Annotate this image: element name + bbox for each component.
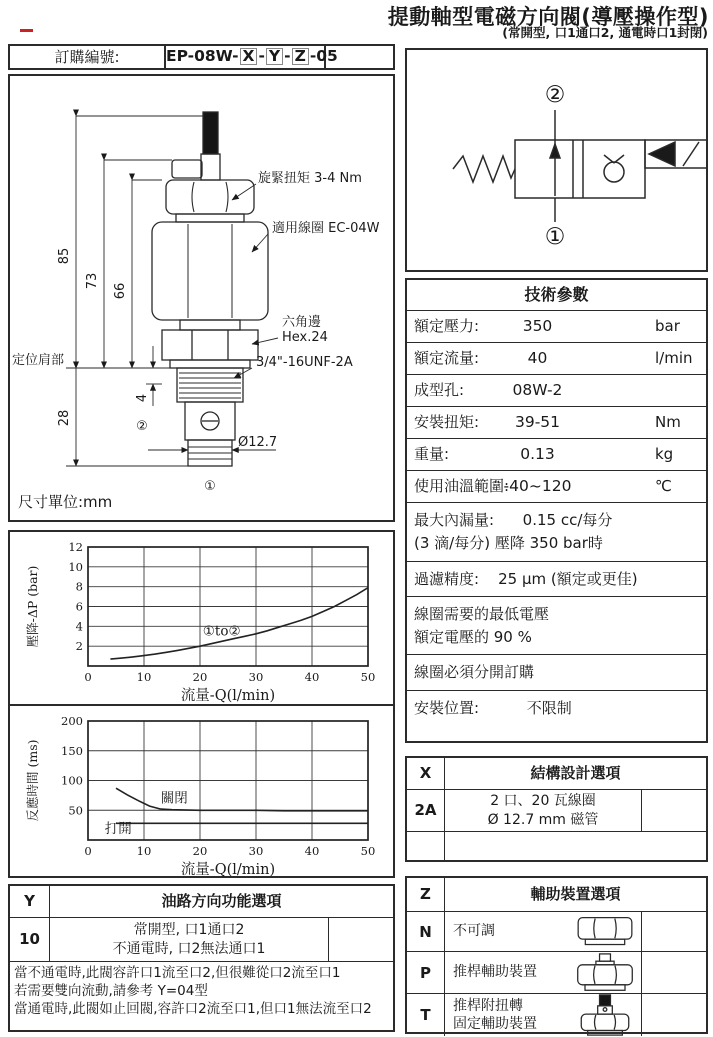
tech-row-oil-temp	[407, 470, 706, 502]
hydraulic-symbol-box	[405, 48, 708, 272]
param-value: 0.13	[520, 445, 555, 463]
y-option-line: 常開型, 口1通口2	[133, 922, 245, 938]
param-unit: l/min	[655, 349, 693, 367]
param-unit: ℃	[655, 477, 672, 495]
tech-note-filtration	[407, 561, 706, 596]
svg-text:關閉: 關閉	[160, 790, 188, 807]
order-code-suffix: -05	[309, 47, 338, 65]
z-option-code: N	[407, 912, 445, 951]
svg-text:2: 2	[75, 639, 83, 654]
note-line: (3 滴/每分) 壓降 350 bar時	[414, 534, 603, 553]
svg-text:壓降-ΔP (bar): 壓降-ΔP (bar)	[25, 565, 40, 648]
order-number-box	[8, 44, 395, 70]
page-title: 提動軸型電磁方向閥(導壓操作型)	[387, 5, 709, 29]
svg-text:10: 10	[136, 670, 152, 684]
technical-parameters-table	[405, 278, 708, 743]
flow-direction-options-table	[8, 884, 395, 1032]
tech-row-weight	[407, 438, 706, 470]
performance-charts-box	[8, 530, 395, 878]
tech-table-title: 技術參數	[524, 285, 589, 304]
tech-row-cavity	[407, 374, 706, 406]
x-option-description	[445, 792, 641, 830]
y-note-line: 若需要雙向流動,請參考 Y=04型	[14, 983, 208, 1000]
order-code-dash1: -	[258, 47, 265, 65]
dimension-drawing-box	[8, 74, 395, 522]
svg-text:10: 10	[68, 559, 83, 574]
y-option-line: 不通電時, 口2無法通口1	[112, 940, 266, 957]
order-box-empty-cell	[326, 46, 393, 68]
note-line: 安裝位置: 不限制	[414, 698, 572, 717]
param-label: 使用油溫範圍:	[414, 477, 510, 495]
z-option-code: T	[407, 994, 445, 1036]
z-option-row-p	[407, 952, 706, 994]
dimension-unit-label: 尺寸單位:mm	[18, 493, 113, 511]
z-table-header	[407, 878, 706, 912]
z-option-content	[445, 994, 641, 1036]
z-option-row-n	[407, 912, 706, 952]
svg-text:100: 100	[61, 773, 83, 788]
tech-row-install-torque	[407, 406, 706, 438]
drawing-port1-label: ①	[204, 479, 216, 494]
dim-4: 4	[135, 393, 150, 403]
note-line: 線圈需要的最低電壓	[414, 604, 550, 623]
note-line: 最大內漏量: 0.15 cc/每分	[414, 511, 613, 529]
z-option-content	[445, 952, 641, 993]
svg-text:200: 200	[61, 714, 83, 728]
z-option-label	[445, 997, 569, 1033]
y-row-empty-cell	[328, 918, 393, 961]
red-dash-mark	[20, 29, 33, 32]
z-row-empty-cell	[641, 912, 706, 951]
z-table-code: Z	[407, 878, 445, 911]
y-note-line: 當不通電時,此閥容許口1流至口2,但很難從口2流至口1	[14, 965, 341, 981]
svg-text:6: 6	[75, 599, 83, 614]
svg-text:反應時間 (ms): 反應時間 (ms)	[25, 739, 40, 822]
symbol-port1-label: ①	[544, 224, 566, 250]
y-table-notes	[10, 962, 393, 1021]
tech-row-rated-flow	[407, 342, 706, 374]
order-code-dash2: -	[284, 47, 291, 65]
note-line: 線圈必須分開訂購	[414, 663, 535, 682]
param-label: 安裝扭矩:	[414, 413, 480, 431]
svg-text:50: 50	[360, 844, 376, 858]
param-value: 350	[522, 317, 553, 335]
z-option-code: P	[407, 952, 445, 993]
tech-note-coil-order	[407, 654, 706, 689]
z-row-empty-cell	[641, 994, 706, 1036]
chart-divider	[10, 704, 393, 706]
push-rod-nut-icon	[569, 953, 641, 993]
hex-size-value: Hex.24	[282, 330, 328, 345]
tech-note-leakage	[407, 502, 706, 561]
torque-label: 旋緊扭矩 3-4 Nm	[258, 171, 362, 186]
svg-text:0: 0	[84, 670, 92, 684]
svg-text:4: 4	[75, 619, 83, 634]
x-table-code: X	[407, 758, 445, 789]
param-value: 08W-2	[512, 381, 563, 399]
svg-text:打開: 打開	[104, 820, 132, 837]
order-code-z: Z	[292, 48, 309, 65]
valve-dimension-drawing	[10, 76, 393, 496]
svg-text:40: 40	[304, 670, 320, 684]
tech-row-rated-pressure	[407, 310, 706, 342]
svg-text:20: 20	[192, 670, 208, 684]
hex-nut-icon	[569, 915, 641, 949]
x-option-row-2a	[407, 790, 706, 832]
svg-text:①to②: ①to②	[202, 623, 241, 640]
dim-66: 66	[113, 282, 128, 300]
hydraulic-symbol-diagram	[407, 50, 706, 270]
x-empty-row	[407, 832, 706, 860]
x-option-line: Ø 12.7 mm 磁管	[487, 811, 599, 828]
auxiliary-device-options-table	[405, 876, 708, 1034]
svg-text:流量-Q(l/min): 流量-Q(l/min)	[180, 862, 276, 878]
svg-text:40: 40	[304, 844, 320, 858]
order-code	[164, 46, 338, 68]
param-unit: bar	[655, 317, 680, 335]
z-option-line: 固定輔助裝置	[453, 1016, 537, 1032]
param-label: 額定流量:	[414, 349, 480, 367]
response-time-chart	[22, 712, 384, 882]
svg-text:20: 20	[192, 844, 208, 858]
symbol-port2-label: ②	[544, 82, 566, 108]
hex-side-label: 六角邊	[282, 315, 322, 330]
y-note-line: 當通電時,此閥如止回閥,容許口2流至口1,但口1無法流至口2	[14, 1001, 372, 1018]
x-table-title: 結構設計選項	[530, 764, 621, 782]
twist-lock-knob-icon	[569, 994, 641, 1036]
z-table-title: 輔助裝置選項	[530, 885, 621, 903]
svg-text:10: 10	[136, 844, 152, 858]
param-value: -40~120	[503, 477, 572, 495]
thread-spec-label: 3/4"-16UNF-2A	[256, 355, 353, 370]
note-line: 額定電壓的 90 %	[414, 628, 532, 646]
y-option-code: 10	[10, 918, 50, 961]
structure-design-options-table	[405, 756, 708, 862]
svg-text:30: 30	[248, 670, 264, 684]
svg-text:8: 8	[75, 579, 83, 594]
y-table-code: Y	[10, 886, 50, 917]
dim-diameter: Ø12.7	[238, 435, 278, 450]
coil-label: 適用線圈 EC-04W	[272, 221, 380, 236]
param-unit: kg	[655, 445, 674, 463]
page-subtitle: (常開型, 口1通口2, 通電時口1封閉)	[502, 25, 708, 40]
param-unit: Nm	[655, 413, 681, 431]
x-option-code: 2A	[407, 790, 445, 831]
dim-28: 28	[57, 409, 72, 427]
param-label: 成型孔:	[414, 381, 465, 399]
y-option-description	[50, 921, 328, 959]
dim-85: 85	[57, 247, 72, 265]
svg-text:0: 0	[84, 844, 92, 858]
note-line: 過濾精度: 25 μm (額定或更佳)	[414, 569, 638, 588]
svg-text:50: 50	[360, 670, 376, 684]
z-option-line: 推桿附扭轉	[453, 997, 523, 1014]
y-table-header	[10, 886, 393, 918]
pressure-drop-chart	[22, 538, 384, 708]
z-option-content	[445, 912, 641, 951]
param-value: 40	[527, 349, 548, 367]
param-label: 重量:	[414, 445, 450, 463]
y-table-title: 油路方向功能選項	[161, 892, 282, 910]
x-option-line: 2 口、20 瓦線圈	[490, 793, 596, 809]
param-label: 額定壓力:	[414, 317, 480, 335]
svg-text:流量-Q(l/min): 流量-Q(l/min)	[180, 688, 276, 704]
dim-73: 73	[85, 272, 100, 290]
z-option-label: 不可調	[453, 923, 495, 940]
tech-note-coil-voltage	[407, 596, 706, 655]
x-empty-code-cell	[407, 832, 445, 860]
z-option-row-t	[407, 994, 706, 1036]
drawing-port2-label: ②	[136, 419, 148, 434]
shoulder-label: 定位肩部	[12, 353, 65, 368]
order-number-label: 訂購編號:	[54, 48, 120, 66]
x-row-empty-cell	[641, 790, 706, 831]
svg-text:30: 30	[248, 844, 264, 858]
z-option-label: 推桿輔助裝置	[453, 964, 537, 981]
svg-text:12: 12	[68, 540, 83, 554]
order-code-y: Y	[266, 48, 283, 65]
order-code-prefix: EP-08W-	[166, 47, 239, 65]
tech-note-mount-position	[407, 690, 706, 725]
param-value: 39-51	[514, 413, 561, 431]
svg-text:150: 150	[61, 743, 83, 758]
y-option-row-10	[10, 918, 393, 962]
z-row-empty-cell	[641, 952, 706, 993]
order-code-x: X	[240, 48, 258, 65]
x-table-header	[407, 758, 706, 790]
svg-text:50: 50	[68, 803, 83, 818]
